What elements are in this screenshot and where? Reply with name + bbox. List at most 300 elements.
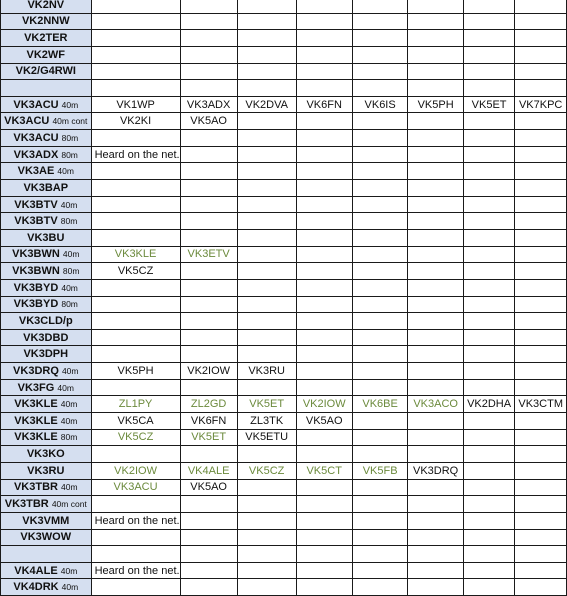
empty-cell	[408, 196, 463, 213]
table-row	[1, 346, 567, 363]
callsign: VK3BAP	[23, 181, 69, 194]
callsign-cell	[1, 562, 92, 579]
empty-cell	[180, 13, 237, 30]
empty-cell	[515, 196, 567, 213]
empty-cell	[352, 163, 408, 180]
contact-cell: VK5CZ	[91, 263, 180, 280]
contact-cell: VK5PH	[408, 96, 463, 113]
empty-cell	[91, 63, 180, 80]
empty-cell	[515, 229, 567, 246]
contact-cell: VK3ACU	[91, 479, 180, 496]
empty-cell	[180, 579, 237, 596]
callsign: VK3ADX	[13, 148, 59, 161]
table-row	[1, 96, 567, 113]
empty-cell	[408, 446, 463, 463]
contact-cell: VK5CZ	[91, 429, 180, 446]
empty-cell	[463, 13, 515, 30]
band-label: 40m	[61, 365, 79, 376]
table-row	[1, 63, 567, 80]
empty-cell	[408, 130, 463, 147]
empty-cell	[463, 546, 515, 563]
empty-cell	[408, 379, 463, 396]
spacer-row	[1, 546, 567, 563]
empty-cell	[463, 63, 515, 80]
contact-cell: VK3DRQ	[408, 462, 463, 479]
empty-cell	[352, 296, 408, 313]
contact-cell: VK5CT	[296, 462, 352, 479]
empty-cell	[515, 346, 567, 363]
band-label: 80m	[62, 266, 80, 277]
empty-cell	[408, 63, 463, 80]
table-row	[1, 246, 567, 263]
callsign: VK3BYD	[13, 281, 59, 294]
empty-cell	[515, 13, 567, 30]
table-row	[1, 379, 567, 396]
callsign: VK3TBR	[13, 481, 58, 494]
empty-cell	[408, 246, 463, 263]
callsign-cell	[1, 30, 92, 47]
empty-cell	[296, 329, 352, 346]
empty-cell	[91, 180, 180, 197]
contact-cell: VK5CZ	[237, 462, 296, 479]
empty-cell	[237, 546, 296, 563]
empty-cell	[180, 163, 237, 180]
empty-cell	[463, 30, 515, 47]
contact-cell: ZL2GD	[180, 396, 237, 413]
empty-cell	[463, 496, 515, 513]
empty-cell	[296, 546, 352, 563]
empty-cell	[180, 329, 237, 346]
callsign-cell	[1, 63, 92, 80]
callsign-cell	[1, 479, 92, 496]
empty-cell	[515, 562, 567, 579]
contact-cell: VK2DHA	[463, 396, 515, 413]
empty-cell	[296, 196, 352, 213]
empty-cell	[296, 579, 352, 596]
empty-cell	[515, 313, 567, 330]
empty-cell	[515, 296, 567, 313]
empty-cell	[463, 446, 515, 463]
empty-cell	[352, 263, 408, 280]
empty-cell	[408, 263, 463, 280]
table-row	[1, 579, 567, 596]
band-label: 40m	[57, 166, 74, 177]
empty-cell	[237, 46, 296, 63]
callsign-cell	[1, 579, 92, 596]
note-cell: Heard on the net.	[91, 562, 180, 579]
empty-cell	[296, 479, 352, 496]
callsign: VK3BWN	[12, 265, 60, 278]
empty-cell	[463, 46, 515, 63]
table-row	[1, 479, 567, 496]
empty-cell	[463, 296, 515, 313]
empty-cell	[296, 279, 352, 296]
empty-cell	[180, 46, 237, 63]
band-label: 40m cont	[51, 499, 87, 510]
table-row	[1, 163, 567, 180]
empty-cell	[408, 279, 463, 296]
callsign-cell	[1, 213, 92, 230]
spacer-row	[1, 80, 567, 97]
empty-cell	[408, 529, 463, 546]
empty-cell	[463, 130, 515, 147]
empty-cell	[180, 229, 237, 246]
empty-cell	[408, 413, 463, 430]
empty-cell	[296, 512, 352, 529]
table-row	[1, 279, 567, 296]
empty-cell	[180, 346, 237, 363]
empty-cell	[408, 30, 463, 47]
table-row	[1, 0, 567, 13]
band-label: 80m	[61, 299, 78, 310]
band-label: 40m	[62, 249, 80, 260]
band-label: 80m	[61, 149, 78, 160]
empty-cell	[408, 180, 463, 197]
empty-cell	[296, 263, 352, 280]
empty-cell	[408, 346, 463, 363]
empty-cell	[237, 130, 296, 147]
empty-cell	[91, 80, 180, 97]
empty-cell	[408, 496, 463, 513]
empty-cell	[408, 113, 463, 130]
empty-cell	[352, 313, 408, 330]
band-label: 40m	[60, 415, 78, 426]
empty-cell	[91, 379, 180, 396]
empty-cell	[180, 512, 237, 529]
empty-cell	[91, 546, 180, 563]
callsign: VK3DRQ	[13, 364, 59, 377]
empty-cell	[352, 63, 408, 80]
band-label: 40m	[61, 482, 78, 493]
empty-cell	[408, 13, 463, 30]
empty-cell	[408, 46, 463, 63]
callsign: VK3AE	[17, 165, 55, 178]
empty-cell	[352, 546, 408, 563]
empty-cell	[352, 429, 408, 446]
callsign: VK2NV	[27, 0, 65, 11]
empty-cell	[463, 379, 515, 396]
callsign-cell	[1, 130, 92, 147]
table-row	[1, 496, 567, 513]
empty-cell	[352, 279, 408, 296]
empty-cell	[463, 462, 515, 479]
callsign-cell	[1, 229, 92, 246]
callsign-cell	[1, 346, 92, 363]
callsign-cell	[1, 80, 92, 97]
empty-cell	[515, 63, 567, 80]
band-label: 80m	[61, 132, 79, 143]
empty-cell	[515, 0, 567, 13]
empty-cell	[352, 113, 408, 130]
empty-cell	[237, 346, 296, 363]
empty-cell	[91, 496, 180, 513]
empty-cell	[463, 0, 515, 13]
empty-cell	[296, 379, 352, 396]
callsign: VK3KLE	[14, 414, 58, 427]
empty-cell	[180, 30, 237, 47]
empty-cell	[408, 296, 463, 313]
table-row	[1, 396, 567, 413]
empty-cell	[515, 363, 567, 380]
empty-cell	[463, 196, 515, 213]
empty-cell	[463, 279, 515, 296]
empty-cell	[296, 446, 352, 463]
callsign: VK3BWN	[12, 248, 60, 261]
empty-cell	[237, 329, 296, 346]
empty-cell	[408, 163, 463, 180]
empty-cell	[352, 213, 408, 230]
empty-cell	[463, 413, 515, 430]
empty-cell	[296, 80, 352, 97]
empty-cell	[515, 446, 567, 463]
callsign: VK3RU	[27, 464, 65, 477]
empty-cell	[352, 579, 408, 596]
empty-cell	[296, 13, 352, 30]
empty-cell	[296, 46, 352, 63]
empty-cell	[515, 130, 567, 147]
table-row	[1, 146, 567, 163]
callsign: VK3KLE	[14, 398, 58, 411]
empty-cell	[91, 279, 180, 296]
empty-cell	[352, 246, 408, 263]
band-label: 40m	[60, 399, 78, 410]
empty-cell	[463, 80, 515, 97]
callsign: VK3BU	[27, 231, 65, 244]
empty-cell	[296, 63, 352, 80]
band-label: 40m	[57, 382, 74, 393]
empty-cell	[352, 196, 408, 213]
contact-cell: VK6IS	[352, 96, 408, 113]
callsign-cell	[1, 246, 92, 263]
empty-cell	[515, 146, 567, 163]
table-row	[1, 512, 567, 529]
empty-cell	[237, 263, 296, 280]
empty-cell	[463, 512, 515, 529]
empty-cell	[237, 113, 296, 130]
band-label: 40m	[60, 199, 78, 210]
empty-cell	[515, 80, 567, 97]
empty-cell	[408, 329, 463, 346]
contact-cell: VK5ETU	[237, 429, 296, 446]
contact-cell: VK2DVA	[237, 96, 296, 113]
empty-cell	[408, 0, 463, 13]
callsign: VK3DBD	[23, 331, 69, 344]
empty-cell	[180, 379, 237, 396]
empty-cell	[408, 546, 463, 563]
empty-cell	[515, 30, 567, 47]
callsign-cell	[1, 96, 92, 113]
empty-cell	[352, 446, 408, 463]
empty-cell	[237, 13, 296, 30]
contact-cell: VK3ACO	[408, 396, 463, 413]
empty-cell	[237, 163, 296, 180]
callsign: VK3ACU	[4, 115, 50, 128]
contact-cell: VK2IOW	[296, 396, 352, 413]
empty-cell	[463, 213, 515, 230]
band-label: 40m	[61, 582, 79, 593]
table-row	[1, 229, 567, 246]
table-row	[1, 329, 567, 346]
callsign-cell	[1, 413, 92, 430]
empty-cell	[296, 130, 352, 147]
empty-cell	[408, 512, 463, 529]
empty-cell	[296, 180, 352, 197]
callsign-cell	[1, 113, 92, 130]
table-row	[1, 429, 567, 446]
table-row	[1, 363, 567, 380]
callsign-cell	[1, 379, 92, 396]
empty-cell	[237, 146, 296, 163]
table-row	[1, 296, 567, 313]
empty-cell	[463, 229, 515, 246]
callsign-cell	[1, 296, 92, 313]
empty-cell	[237, 213, 296, 230]
empty-cell	[408, 363, 463, 380]
empty-cell	[515, 213, 567, 230]
contact-cell: VK5AO	[296, 413, 352, 430]
empty-cell	[237, 579, 296, 596]
callsign-cell	[1, 446, 92, 463]
contact-cell: VK3KLE	[91, 246, 180, 263]
empty-cell	[237, 512, 296, 529]
band-label: 40m	[61, 282, 78, 293]
empty-cell	[91, 296, 180, 313]
empty-cell	[463, 246, 515, 263]
empty-cell	[91, 446, 180, 463]
empty-cell	[180, 529, 237, 546]
contact-cell: VK2KI	[91, 113, 180, 130]
callsign: VK3ACU	[13, 131, 59, 144]
empty-cell	[237, 180, 296, 197]
empty-cell	[515, 462, 567, 479]
empty-cell	[180, 196, 237, 213]
empty-cell	[515, 246, 567, 263]
empty-cell	[91, 30, 180, 47]
callsign: VK3TBR	[4, 498, 49, 511]
empty-cell	[352, 479, 408, 496]
empty-cell	[463, 579, 515, 596]
empty-cell	[91, 329, 180, 346]
contact-cell: VK3ETV	[180, 246, 237, 263]
callsign: VK2/G4RWI	[15, 65, 76, 78]
contact-cell: VK5CA	[91, 413, 180, 430]
empty-cell	[91, 130, 180, 147]
empty-cell	[408, 562, 463, 579]
empty-cell	[463, 146, 515, 163]
log-table-body	[1, 0, 567, 596]
table-row	[1, 180, 567, 197]
contact-cell: VK3RU	[237, 363, 296, 380]
empty-cell	[91, 229, 180, 246]
callsign: VK3DPH	[23, 348, 69, 361]
empty-cell	[352, 30, 408, 47]
empty-cell	[237, 229, 296, 246]
contact-cell: VK5AO	[180, 479, 237, 496]
callsign: VK3VMM	[22, 514, 70, 527]
band-label: 40m cont	[52, 116, 88, 127]
empty-cell	[515, 429, 567, 446]
table-row	[1, 562, 567, 579]
empty-cell	[180, 296, 237, 313]
empty-cell	[463, 180, 515, 197]
empty-cell	[91, 213, 180, 230]
contact-cell: VK2IOW	[91, 462, 180, 479]
empty-cell	[296, 163, 352, 180]
empty-cell	[352, 413, 408, 430]
empty-cell	[352, 346, 408, 363]
callsign: VK3KO	[26, 448, 65, 461]
empty-cell	[352, 363, 408, 380]
empty-cell	[515, 46, 567, 63]
empty-cell	[237, 446, 296, 463]
contact-cell: VK5FB	[352, 462, 408, 479]
empty-cell	[352, 13, 408, 30]
empty-cell	[352, 46, 408, 63]
callsign-cell	[1, 363, 92, 380]
callsign: VK3WOW	[20, 531, 72, 544]
contact-cell: VK6FN	[296, 96, 352, 113]
callsign-cell	[1, 496, 92, 513]
empty-cell	[296, 529, 352, 546]
empty-cell	[296, 496, 352, 513]
empty-cell	[237, 479, 296, 496]
empty-cell	[296, 562, 352, 579]
callsign-cell	[1, 462, 92, 479]
empty-cell	[515, 413, 567, 430]
callsign-cell	[1, 13, 92, 30]
empty-cell	[296, 246, 352, 263]
table-row	[1, 462, 567, 479]
empty-cell	[352, 0, 408, 13]
callsign-cell	[1, 46, 92, 63]
empty-cell	[91, 529, 180, 546]
empty-cell	[180, 80, 237, 97]
table-row	[1, 13, 567, 30]
empty-cell	[180, 263, 237, 280]
contact-cell: VK5ET	[463, 96, 515, 113]
callsign-cell	[1, 196, 92, 213]
empty-cell	[91, 313, 180, 330]
empty-cell	[408, 429, 463, 446]
empty-cell	[296, 30, 352, 47]
empty-cell	[180, 446, 237, 463]
empty-cell	[296, 346, 352, 363]
empty-cell	[515, 263, 567, 280]
table-row	[1, 196, 567, 213]
callsign-cell	[1, 429, 92, 446]
table-row	[1, 130, 567, 147]
empty-cell	[408, 146, 463, 163]
empty-cell	[515, 579, 567, 596]
contact-cell: VK5ET	[180, 429, 237, 446]
empty-cell	[463, 329, 515, 346]
note-cell: Heard on the net.	[91, 146, 180, 163]
empty-cell	[237, 296, 296, 313]
callsign: VK3FG	[17, 381, 55, 394]
empty-cell	[296, 146, 352, 163]
empty-cell	[352, 512, 408, 529]
table-row	[1, 30, 567, 47]
table-row	[1, 529, 567, 546]
empty-cell	[296, 313, 352, 330]
empty-cell	[515, 113, 567, 130]
empty-cell	[237, 529, 296, 546]
callsign: VK3BTV	[14, 215, 58, 228]
callsign-cell	[1, 329, 92, 346]
table-row	[1, 313, 567, 330]
note-cell: Heard on the net.	[91, 512, 180, 529]
contact-cell: VK4ALE	[180, 462, 237, 479]
